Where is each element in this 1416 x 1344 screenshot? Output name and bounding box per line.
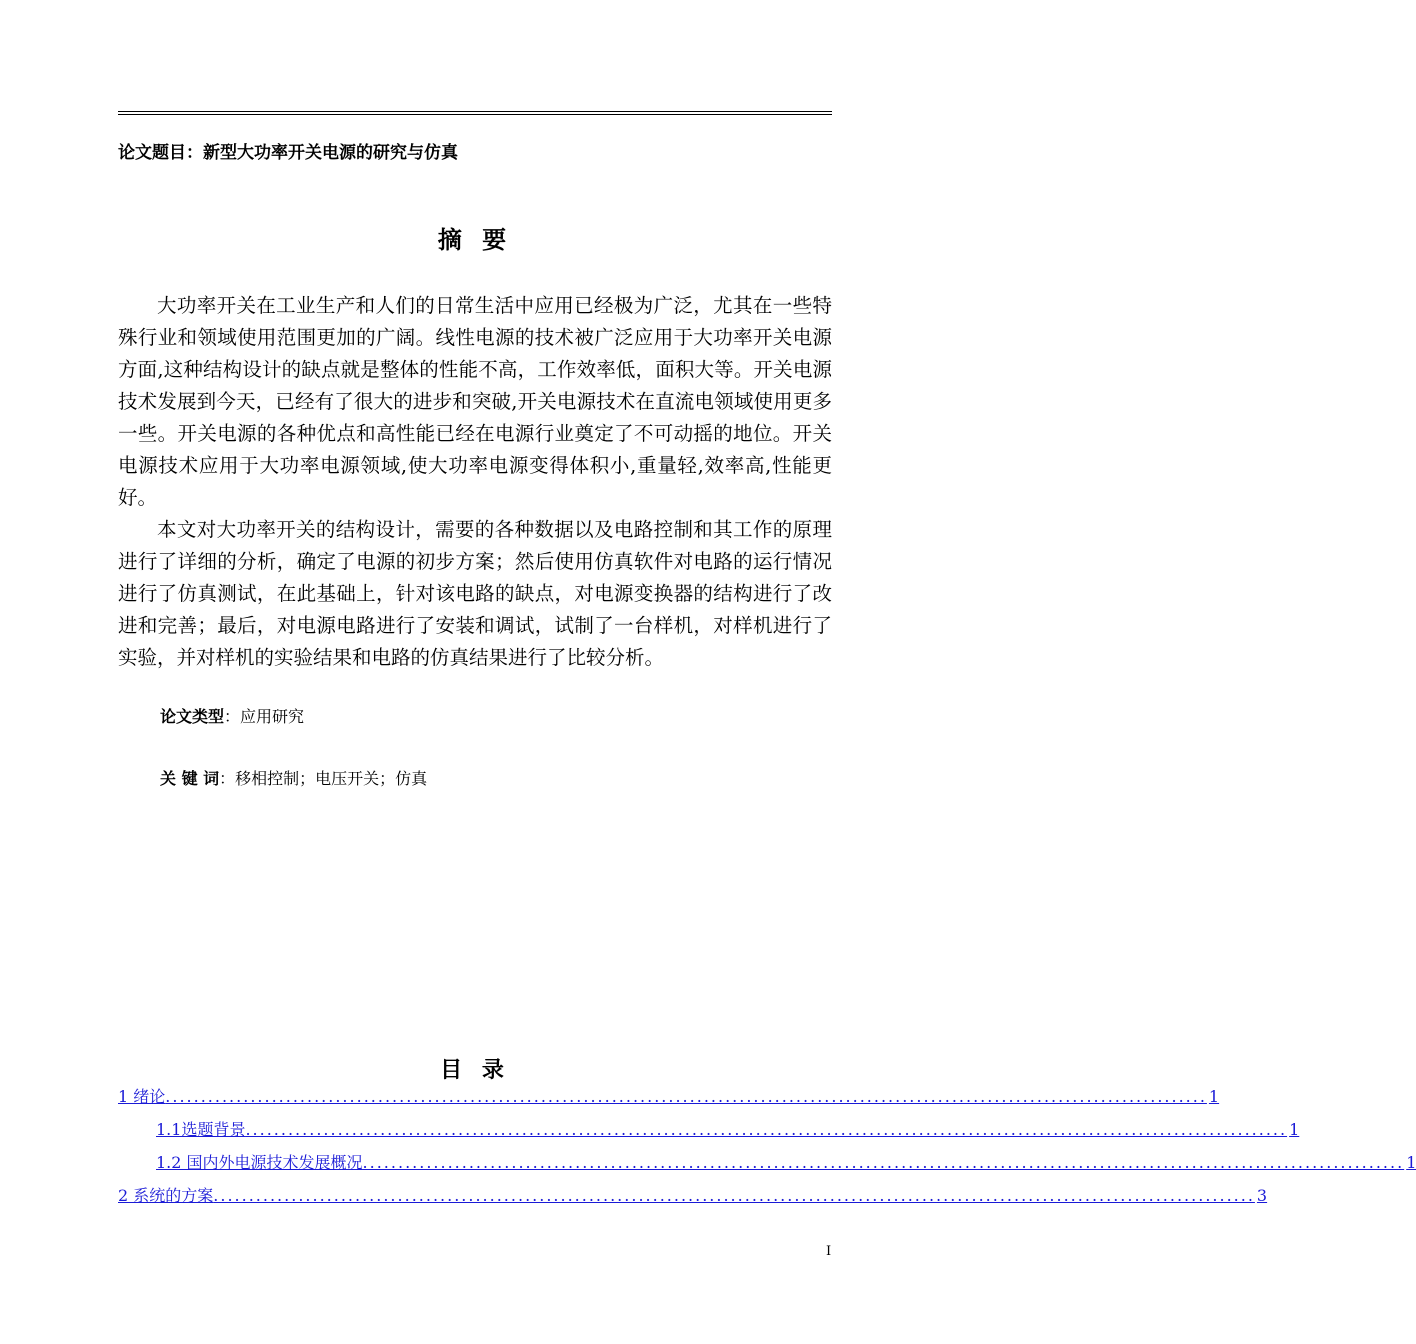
toc-entry-topic-background[interactable] (118, 1113, 1300, 1146)
toc-entry-page: 1 (1406, 1153, 1416, 1172)
thesis-title: 论文题目：新型大功率开关电源的研究与仿真 (118, 143, 458, 163)
page-number: I (826, 1244, 832, 1259)
toc-entry-page: 1 (1208, 1087, 1220, 1106)
keywords-line (160, 766, 427, 789)
thesis-type-value: ：应用研究 (224, 707, 305, 726)
toc-heading: 目 录 (440, 1058, 510, 1083)
thesis-type-label: 论文类型 (160, 707, 225, 726)
toc-entry-page: 1 (1289, 1120, 1300, 1139)
keywords-value: ：移相控制；电压开关；仿真 (219, 769, 428, 788)
keywords-label: 关 键 词 (160, 769, 220, 788)
abstract-paragraph: 本文对大功率开关的结构设计，需要的各种数据以及电路控制和其工作的原理进行了详细的分析，确定了电源的初步方案；然后使用仿真软件对电路的运行情况进行了仿真测试，在此基础上，针对该电路的缺点，对电源变换器的结构进行了改进和完善；最后，对电源电路进行了安装和调试，试制了一台样机，对样机进行了实验，并对样机的实验结果和电路的仿真结果进行了比较分析。 (118, 518, 832, 669)
toc-entry-text: 1 绪论 (118, 1087, 166, 1106)
abstract-paragraph: 大功率开关在工业生产和人们的日常生活中应用已经极为广泛，尤其在一些特殊行业和领域使用范围更加的广阔。线性电源的技术被广泛应用于大功率开关电源方面,这种结构设计的缺点就是整体的性能不高，工作效率低，面积大等。开关电源技术发展到今天，已经有了很大的进步和突破,开关电源技术在直流电领域使用更多一些。开关电源的各种优点和高性能已经在电源行业奠定了不可动摇的地位。开关电源技术应用于大功率电源领域,使大功率电源变得体积小,重量轻,效率高,性能更好。 (118, 294, 832, 509)
toc-leader-dots: ................................................................................................................................................... (165, 1087, 1207, 1106)
header-rule-top (118, 111, 832, 112)
toc-list (118, 1080, 1416, 1212)
toc-entry-system-scheme[interactable] (118, 1179, 1268, 1212)
toc-entry-text: 1.1选题背景 (156, 1120, 246, 1139)
toc-entry-power-tech-overview[interactable] (118, 1146, 1416, 1179)
toc-leader-dots: ................................................................................................................................................... (245, 1120, 1288, 1139)
toc-leader-dots: ................................................................................................................................................... (362, 1153, 1405, 1172)
abstract-body (118, 290, 832, 674)
header-rule-bottom (118, 114, 832, 115)
toc-entry-text: 2 系统的方案 (118, 1186, 214, 1205)
abstract-heading: 摘 要 (437, 226, 513, 254)
toc-leader-dots: ................................................................................................................................................... (213, 1186, 1255, 1205)
toc-entry-text: 1.2 国内外电源技术发展概况 (156, 1153, 363, 1172)
thesis-type-line (160, 704, 304, 727)
toc-entry-page: 3 (1256, 1186, 1268, 1205)
toc-entry-introduction[interactable] (118, 1080, 1220, 1113)
